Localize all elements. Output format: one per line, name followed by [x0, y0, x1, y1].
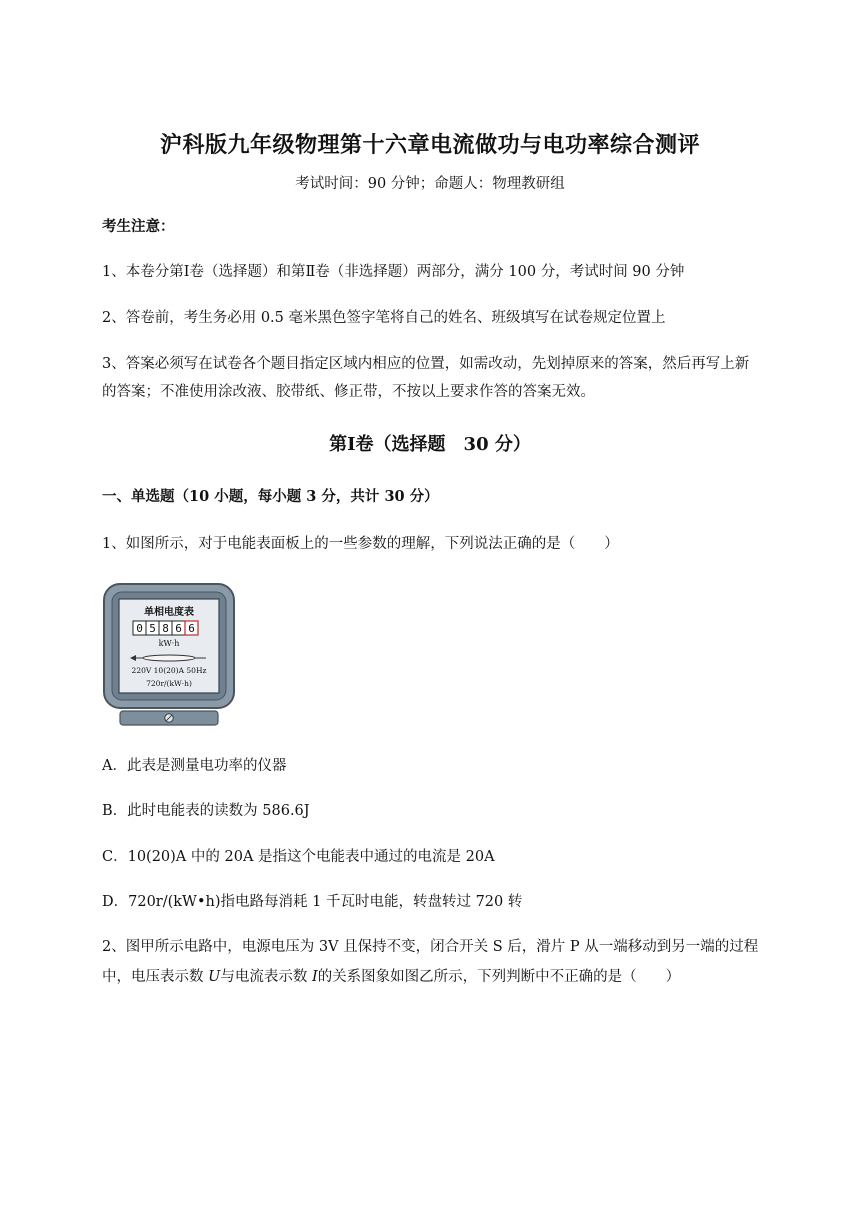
option-b: B．此时电能表的读数为 586.6J [102, 803, 310, 819]
meter-digit: 8 [162, 622, 169, 635]
meter-spec: 220V 10(20)A 50Hz [131, 666, 207, 675]
page-title: 沪科版九年级物理第十六章电流做功与电功率综合测评 [159, 132, 700, 158]
electric-meter-image [102, 582, 238, 728]
section-title: 第Ⅰ卷（选择题 30 分） [329, 434, 531, 455]
meter-unit: kW·h [158, 639, 180, 648]
notice-item: 的答案；不准使用涂改液、胶带纸、修正带，不按以上要求作答的答案无效。 [102, 384, 595, 400]
option-d: D．720r/(kW•h)指电路每消耗 1 千瓦时电能，转盘转过 720 转 [102, 894, 523, 910]
meter-label: 单相电度表 [144, 607, 194, 618]
question-stem: 1、如图所示，对于电能表面板上的一些参数的理解，下列说法正确的是（ ） [102, 536, 619, 552]
part-heading: 一、单选题（10 小题，每小题 3 分，共计 30 分） [102, 488, 439, 505]
notice-item: 3、答案必须写在试卷各个题目指定区域内相应的位置，如需改动，先划掉原来的答案，然后再写上新 [102, 356, 750, 372]
option-a: A．此表是测量电功率的仪器 [102, 758, 287, 774]
notice-item: 2、答卷前，考生务必用 0.5 毫米黑色签字笔将自己的姓名、班级填写在试卷规定位置上 [102, 310, 666, 326]
screw-icon [165, 714, 173, 722]
meter-digit: 6 [188, 622, 195, 635]
text-span: 与电流表示数 [220, 969, 312, 985]
meter-digits [133, 621, 198, 635]
question-stem: 2、图甲所示电路中，电源电压为 3V 且保持不变，闭合开关 S 后，滑片 P 从一端移动到另一端的过程 [102, 939, 759, 955]
meter-digit: 5 [149, 622, 156, 635]
meter-digit: 6 [175, 622, 182, 635]
notice-item: 1、本卷分第Ⅰ卷（选择题）和第Ⅱ卷（非选择题）两部分，满分 100 分，考试时间 90 分钟 [102, 264, 685, 280]
meter-spec: 720r/(kW·h) [146, 679, 192, 688]
variable-i: I [311, 969, 318, 985]
variable-u: U [208, 969, 221, 985]
exam-info: 考试时间：90 分钟；命题人：物理教研组 [295, 176, 565, 192]
text-span: 中，电压表示数 [102, 969, 209, 985]
question-stem-continued [102, 962, 802, 992]
notice-heading: 考生注意： [102, 218, 175, 235]
option-c: C．10(20)A 中的 20A 是指这个电能表中通过的电流是 20A [102, 849, 495, 865]
meter-digit: 0 [136, 622, 143, 635]
text-span: 的关系图象如图乙所示，下列判断中不正确的是（ ） [317, 969, 681, 985]
